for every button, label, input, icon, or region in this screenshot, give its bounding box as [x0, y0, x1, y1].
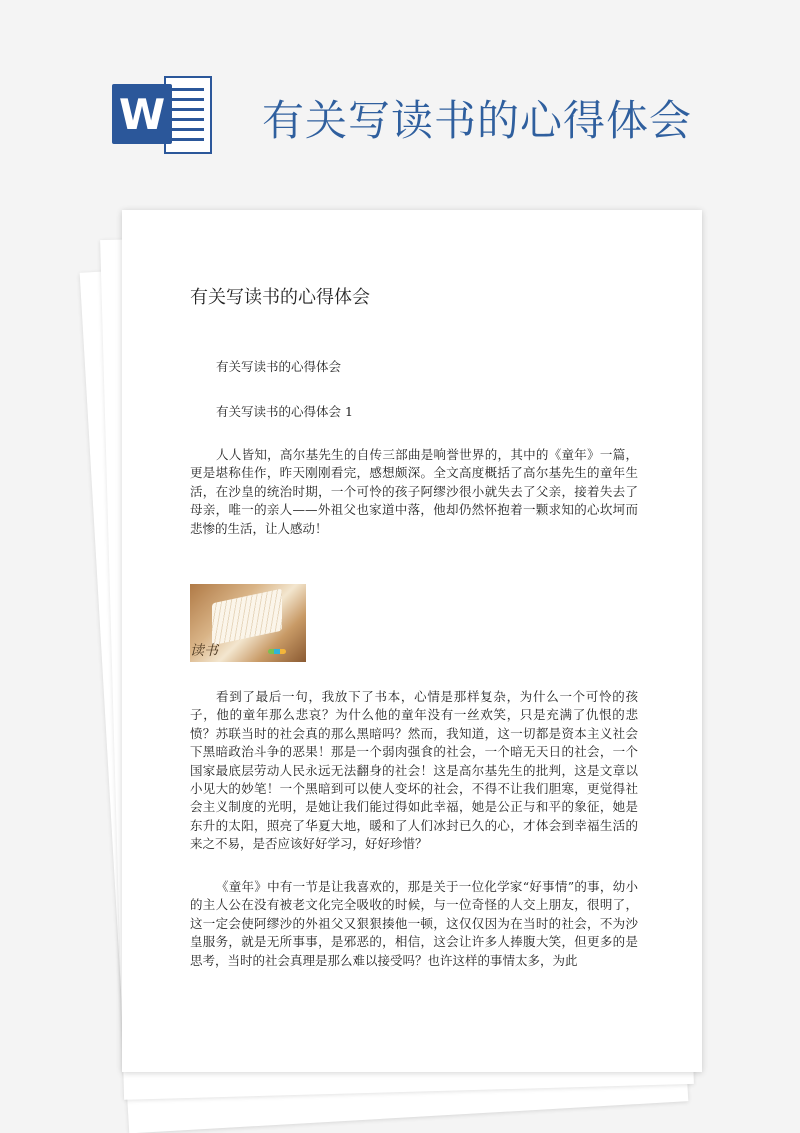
- paragraph-3: 《童年》中有一节是让我喜欢的，那是关于一位化学家“好事情”的事，幼小的主人公在没有被老文化完全吸收的时候，与一位奇怪的人交上朋友，很明了，这一定会使阿缪沙的外祖父又狠狠揍他一顿，这仅仅因为在当时的社会，不为沙皇服务，就是无所事事，是邪恶的，相信，这会让许多人捧腹大笑，但更多的是思考，当时的社会真理是那么难以接受吗？也许这样的事情太多，为此: [190, 879, 638, 968]
- document-title: 有关写读书的心得体会: [190, 287, 370, 308]
- book-photo: [190, 584, 306, 662]
- document-subheading: 有关写读书的心得体会: [216, 359, 342, 374]
- section-heading: 有关写读书的心得体会 1: [216, 404, 353, 419]
- decorative-dots: [268, 649, 286, 654]
- image-caption: 读书: [190, 643, 218, 659]
- paragraph-2: 看到了最后一句，我放下了书本，心情是那样复杂，为什么一个可怜的孩子，他的童年那么悲哀？为什么他的童年没有一丝欢笑，只是充满了仇恨的悲愤？苏联当时的社会真的那么黑暗吗？然而，我知道，这一切都是资本主义社会下黑暗政治斗争的恶果！那是一个弱肉强食的社会，一个暗无天日的社会，一个国家最底层劳动人民永远无法翻身的社会！这是高尔基先生的批判，这是文章以小见大的妙笔！一个黑暗到可以使人变坏的社会，不得不让我们胆寒，更觉得社会主义制度的光明，是她让我们能过得如此幸福，她是公正与和平的象征，她是东升的太阳，照亮了华夏大地，暖和了人们冰封已久的心，才体会到幸福生活的来之不易，是否应该好好学习，好好珍惜？: [190, 689, 638, 852]
- open-book-icon: [212, 589, 282, 646]
- word-icon: W: [112, 84, 172, 144]
- page-title: 有关写读书的心得体会: [262, 96, 693, 145]
- paragraph-1: 人人皆知，高尔基先生的自传三部曲是响誉世界的，其中的《童年》一篇，更是堪称佳作，昨天刚刚看完，感想颇深。全文高度概括了高尔基先生的童年生活，在沙皇的统治时期，一个可怜的孩子阿缪沙很小就失去了父亲，接着失去了母亲，唯一的亲人——外祖父也家道中落，他却仍然怀抱着一颗求知的心坎坷而悲惨的生活，让人感动！: [190, 447, 638, 536]
- word-logo: [112, 72, 212, 160]
